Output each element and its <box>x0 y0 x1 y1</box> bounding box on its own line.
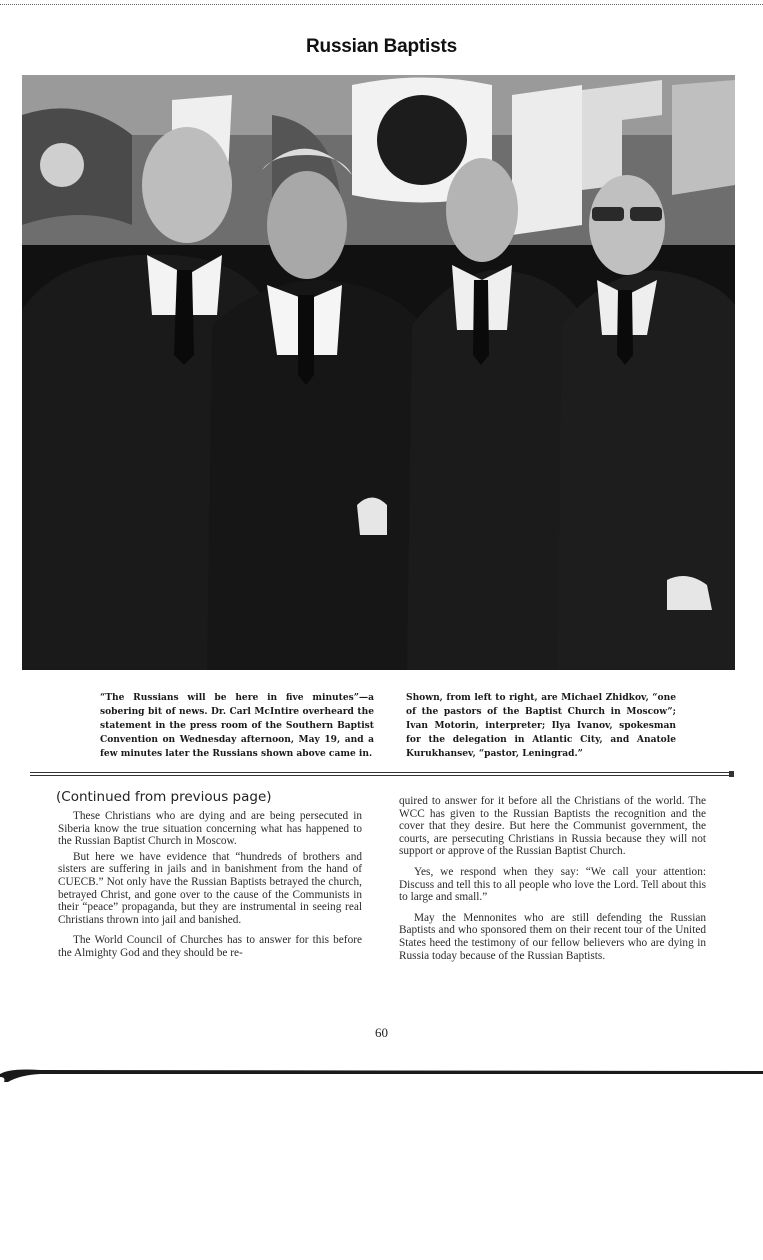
group-photo-four-men-icon <box>22 75 735 670</box>
continued-label: (Continued from previous page) <box>56 789 272 805</box>
paragraph: But here we have evidence that “hundreds of brothers and sisters are suffering in jails and in banishment from the hand of CUECB.” Not only have the Russian Baptists betrayed the church, betrayed Christ, and gone over to the cause of the Communists in their “peace” propaganda, but they are instrumental in seeing real Christians thrown into jail and banished. <box>58 850 362 926</box>
article-column-left <box>58 810 362 963</box>
divider-end-mark <box>729 771 734 777</box>
paragraph: Yes, we respond when they say: “We call your attention: Discuss and tell this to all people who love the Lord. Tell about this to large and small.” <box>399 865 706 904</box>
article-column-right <box>399 795 706 965</box>
paragraph: May the Mennonites who are still defending the Russian Baptists and who sponsored them on their recent tour of the United States heed the testimony of our fellow believers who are dying in Russia today because of the Russian Baptists. <box>399 911 706 962</box>
page-number: 60 <box>375 1025 388 1040</box>
paragraph: quired to answer for it before all the Christians of the world. The WCC has given to the Russian Baptists the recognition and the cover that they desire. But here the Communist government, the courts, are persecuting Christians in Russia because they will not support or approve of the Russian Baptist Church. <box>399 795 706 858</box>
section-divider <box>30 772 733 776</box>
group-photo <box>22 75 735 670</box>
photo-caption-left: “The Russians will be here in five minutes”—a sobering bit of news. Dr. Carl McIntire overheard the statement in the press room of the Southern Baptist Convention on Wednesday afternoon, May 19, and a few minutes later the Russians shown above came in. <box>100 692 374 759</box>
top-border-rule <box>0 4 763 5</box>
page-title: Russian Baptists <box>306 36 457 57</box>
paragraph: These Christians who are dying and are being persecuted in Siberia know the true situation concerning what has happened to the Russian Baptist Church in Moscow. <box>58 810 362 848</box>
photo-caption-right: Shown, from left to right, are Michael Zhidkov, “one of the pastors of the Baptist Church in Moscow”; Ivan Motorin, interpreter; Ilya Ivanov, spokesman for the delegation in Atlantic City, and Anatole Kurukhansev, “pastor, Leningrad.” <box>406 692 676 759</box>
paragraph: The World Council of Churches has to answer for this before the Almighty God and they should be re- <box>58 934 362 959</box>
bottom-border-bar <box>0 1068 763 1082</box>
